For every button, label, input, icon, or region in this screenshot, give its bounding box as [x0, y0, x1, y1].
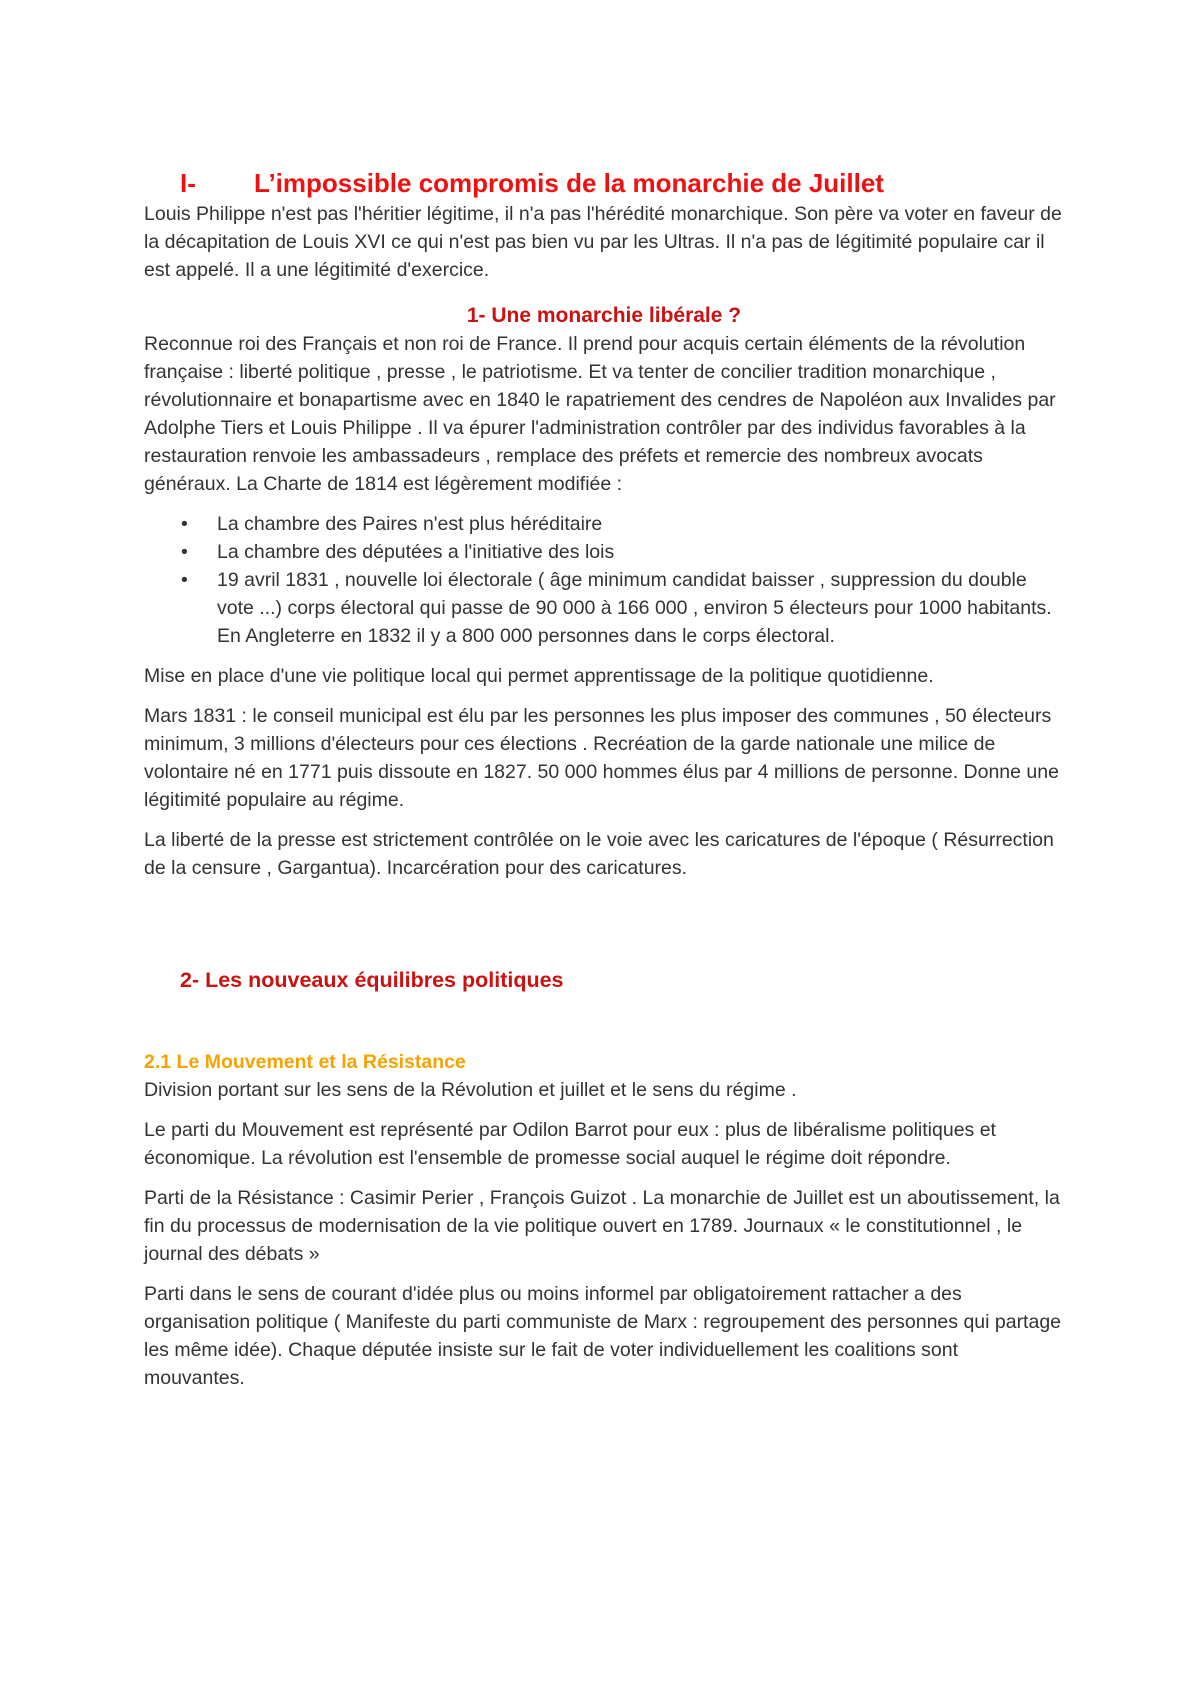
- section-intro-paragraph: Louis Philippe n'est pas l'héritier légitime, il n'a pas l'hérédité monarchique. Son père va voter en faveur de la décapitation de Louis XVI ce qui n'est pas bien vu par les Ultras. Il n'a pas de légitimité populaire car il est appelé. Il a une légitimité d'exercice.: [144, 203, 1062, 281]
- bullet-icon: •: [181, 569, 188, 591]
- list-item: [181, 566, 1064, 650]
- subsection-2-paragraph-4: Parti dans le sens de courant d'idée plus ou moins informel par obligatoirement rattacher a des organisation politique ( Manifeste du parti communiste de Marx : regroupement des personnes qui partage les même idée). Chaque députée insiste sur le fait de voter individuellement les coalitions sont mouvantes.: [144, 1283, 1062, 1389]
- section-title: L’impossible compromis de la monarchie de Juillet: [254, 168, 884, 198]
- subsection-2-paragraph-1: Division portant sur les sens de la Révolution et juillet et le sens du régime .: [144, 1079, 797, 1101]
- subsection-1-paragraph-1: Reconnue roi des Français et non roi de France. Il prend pour acquis certain éléments de la révolution française : liberté politique , presse , le patriotisme. Et va tenter de concilier tradition monarchique , révolutionnaire et bonapartisme avec en 1840 le rapatriement des cendres de Napoléon aux Invalides par Adolphe Tiers et Louis Philippe . Il va épurer l'administration contrôler par des individus favorables à la restauration renvoie les ambassadeurs , remplace des préfets et remercie des nombreux avocats généraux. La Charte de 1814 est légèrement modifiée :: [144, 333, 1056, 495]
- list-item-text: 19 avril 1831 , nouvelle loi électorale ( âge minimum candidat baisser , suppression du double vote ...) corps électoral qui passe de 90 000 à 166 000 , environ 5 électeurs pour 1000 habitants. En Angleterre en 1832 il y a 800 000 personnes dans le corps électoral.: [217, 569, 1052, 647]
- charter-changes-list: [144, 510, 1064, 650]
- bullet-icon: •: [181, 513, 188, 535]
- list-item-text: La chambre des députées a l'initiative des lois: [217, 541, 615, 563]
- subsection-1-paragraph-3: Mars 1831 : le conseil municipal est élu par les personnes les plus imposer des communes , 50 électeurs minimum, 3 millions d'électeurs pour ces élections . Recréation de la garde nationale une milice de volontaire né en 1771 puis dissoute en 1827. 50 000 hommes élus par 4 millions de personne. Donne une légitimité populaire au régime.: [144, 705, 1059, 811]
- bullet-icon: •: [181, 541, 188, 563]
- subsection-2-heading: 2- Les nouveaux équilibres politiques: [180, 968, 564, 992]
- list-item-text: La chambre des Paires n'est plus héréditaire: [217, 513, 603, 535]
- list-item: [181, 510, 1064, 538]
- subsection-2-paragraph-3: Parti de la Résistance : Casimir Perier , François Guizot . La monarchie de Juillet est un aboutissement, la fin du processus de modernisation de la vie politique ouvert en 1789. Journaux « le constitutionnel , le journal des débats »: [144, 1187, 1060, 1265]
- subsection-2-paragraph-2: Le parti du Mouvement est représenté par Odilon Barrot pour eux : plus de libéralisme politiques et économique. La révolution est l'ensemble de promesse social auquel le régime doit répondre.: [144, 1119, 996, 1169]
- list-item: [181, 538, 1064, 566]
- subsection-1-heading: 1- Une monarchie libérale ?: [466, 304, 742, 327]
- subsection-1-paragraph-4: La liberté de la presse est strictement contrôlée on le voie avec les caricatures de l'époque ( Résurrection de la censure , Gargantua). Incarcération pour des caricatures.: [144, 829, 1054, 879]
- document-page: [144, 166, 1064, 1404]
- section-heading: [144, 166, 1064, 200]
- subsection-1-paragraph-2: Mise en place d'une vie politique local qui permet apprentissage de la politique quotidienne.: [144, 665, 934, 687]
- subsection-2-1-heading: 2.1 Le Mouvement et la Résistance: [144, 1051, 466, 1073]
- section-number: I-: [180, 168, 196, 198]
